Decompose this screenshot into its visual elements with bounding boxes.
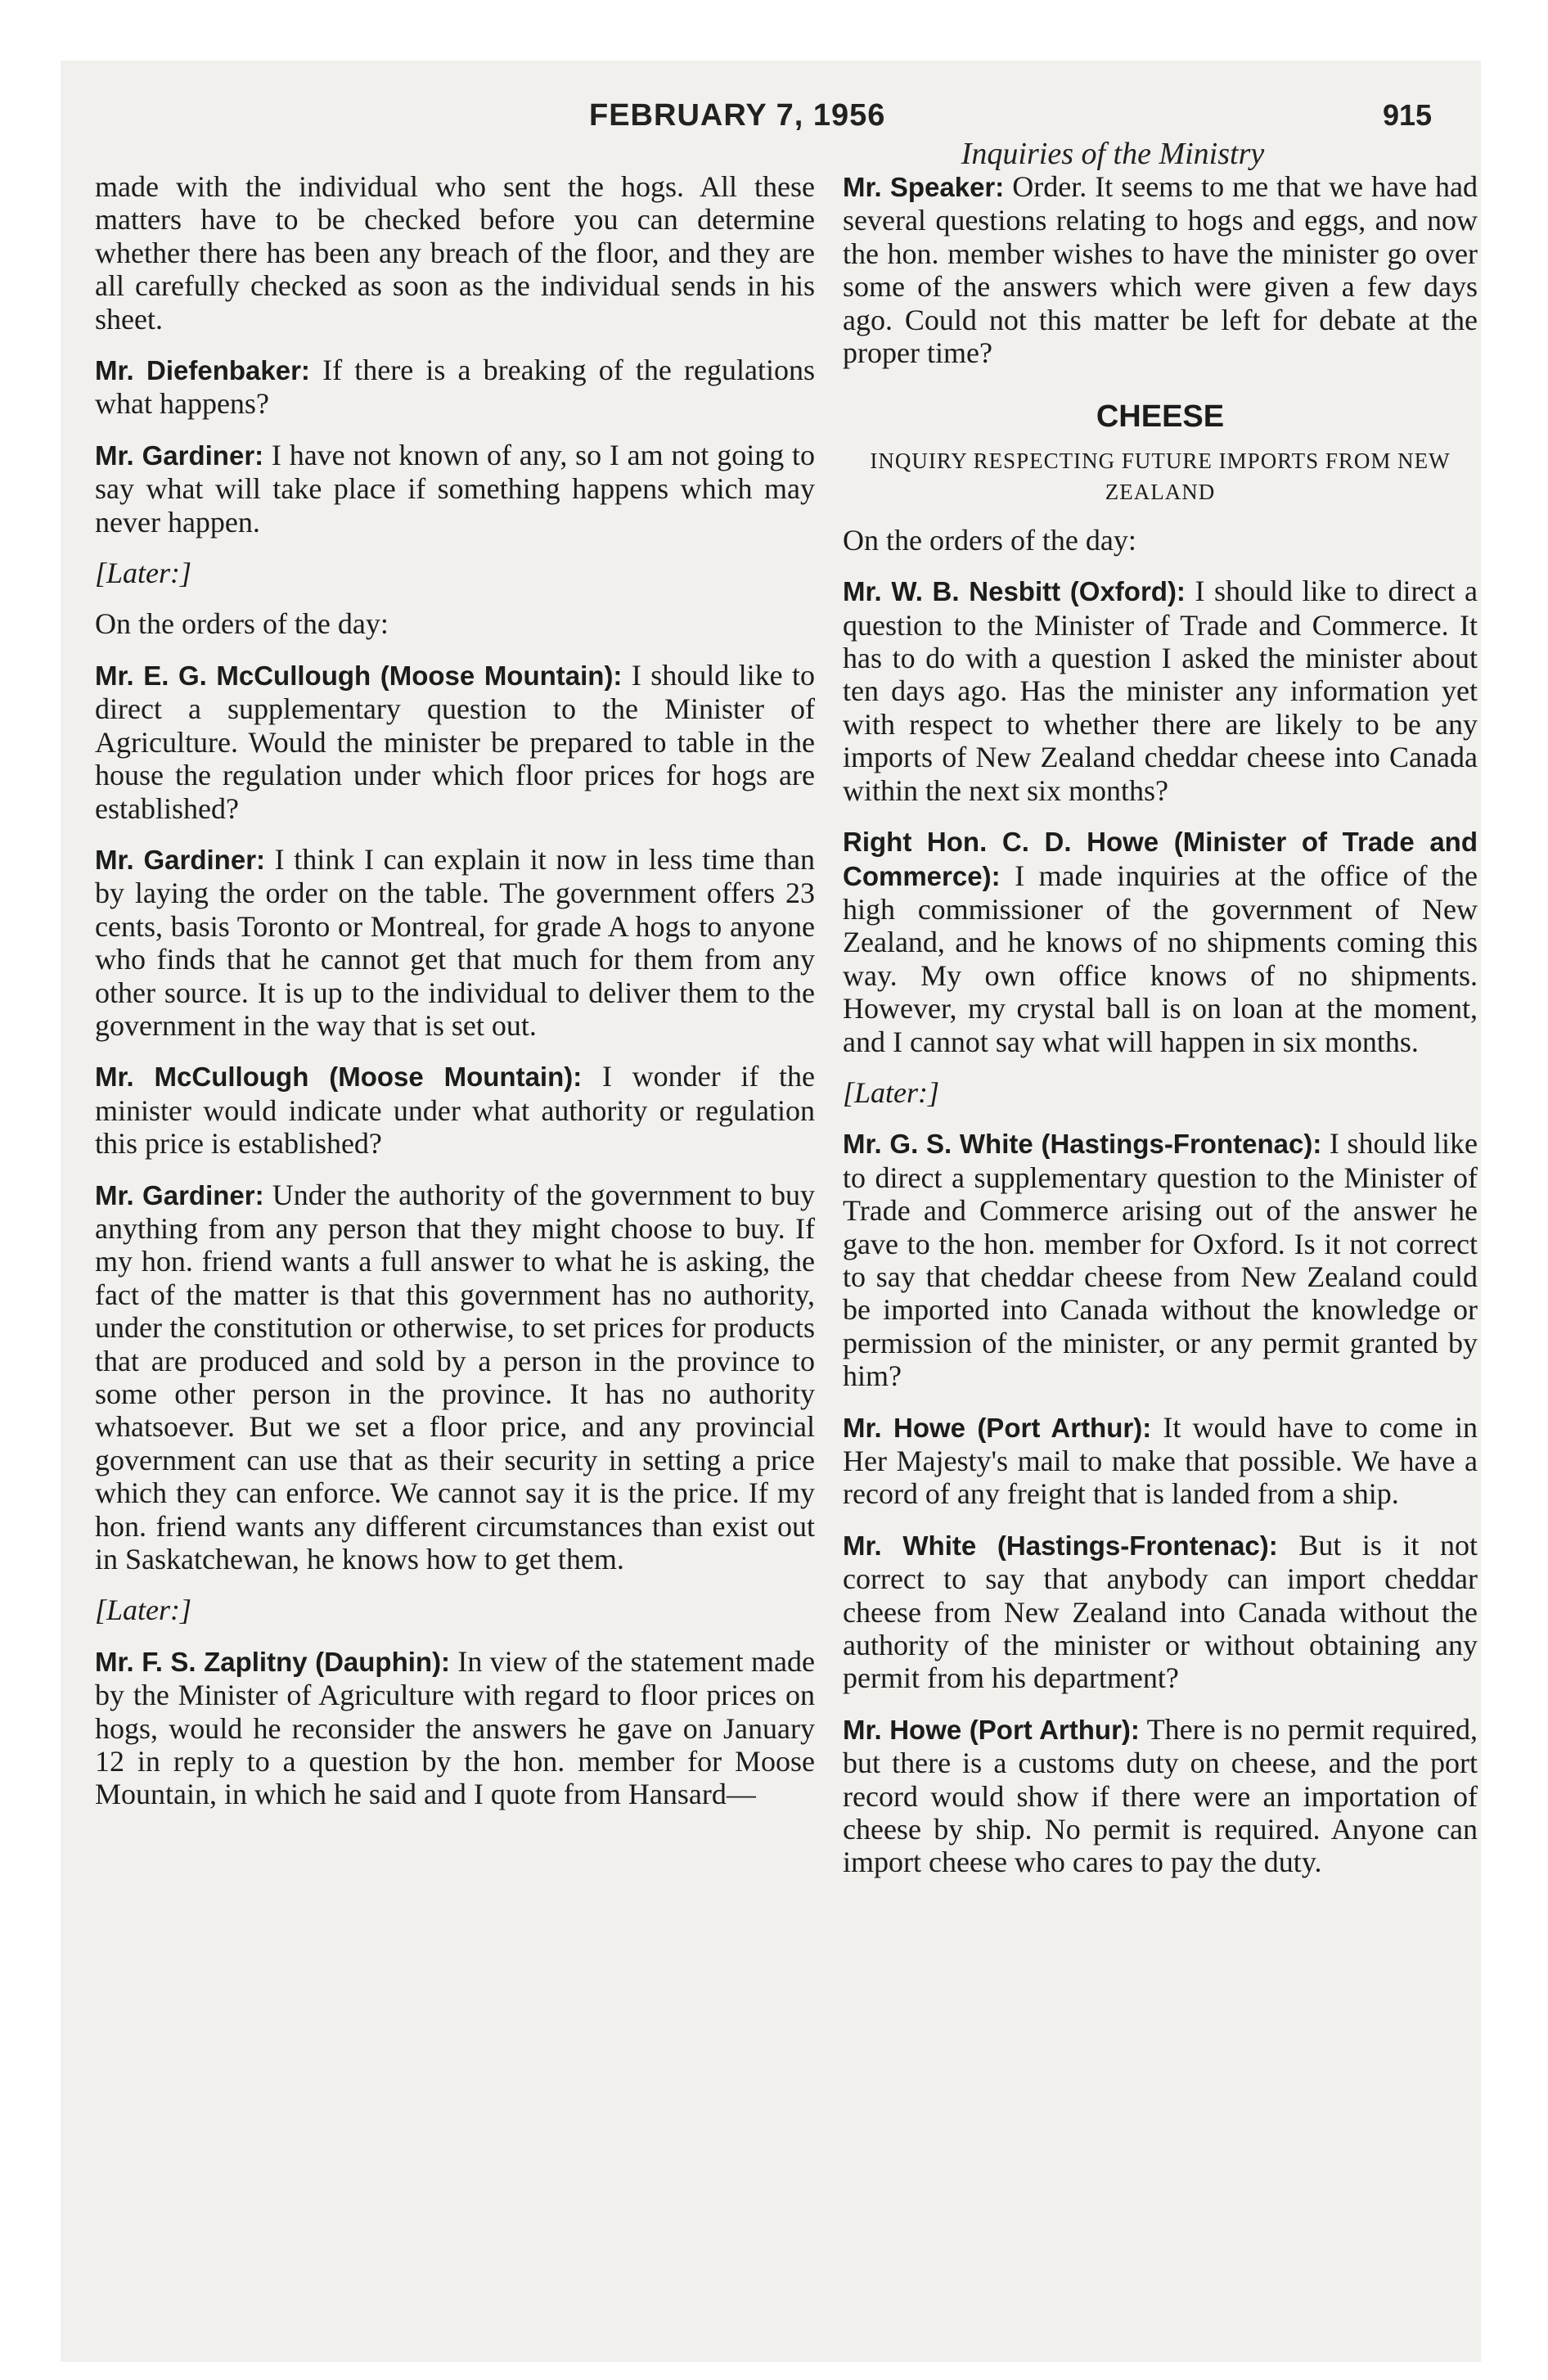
- page-number: 915: [1383, 98, 1433, 132]
- paragraph-text: But is it not correct to say that anybody can import cheddar cheese from New Zealand into Canada without the authority of the minister or without obtaining any permit from his department?: [843, 1528, 1478, 1695]
- section-subheading: INQUIRY RESPECTING FUTURE IMPORTS FROM NEW ZEALAND: [870, 448, 1451, 504]
- orders-of-day: On the orders of the day:: [95, 607, 389, 641]
- later-marker: [Later:]: [95, 557, 192, 590]
- speaker-name: Mr. Gardiner:: [95, 439, 264, 471]
- section-heading: CHEESE: [1096, 399, 1225, 435]
- speaker-name: Mr. Howe (Port Arthur):: [843, 1412, 1152, 1443]
- paragraph-text: If there is a breaking of the regulations what happens?: [95, 354, 816, 421]
- paragraph-text: It would have to come in Her Majesty's mail to make that possible. We have a record of any freight that is landed from a ship.: [843, 1410, 1478, 1511]
- paragraph-text: I think I can explain it now in less time than by laying the order on the table. The government offers 23 cents, basis Toronto or Montreal, for grade A hogs to anyone who finds that he cannot get that much for them from any other source. It is up to the individual to deliver them to the government in the way that is set out.: [95, 842, 815, 1042]
- paragraph-text: I should like to direct a supplementary question to the Minister of Trade and Commerce arising out of the answer he gave to the hon. member for Oxford. Is it not correct to say that cheddar cheese from New Zealand could be imported into Canada without the knowledge or permission of the minister, or any permit granted by him?: [843, 1127, 1478, 1393]
- paragraph: [95, 354, 815, 421]
- paragraph: [95, 659, 815, 825]
- speaker-name: Mr. White (Hastings-Frontenac):: [843, 1530, 1278, 1561]
- speaker-name: Mr. Howe (Port Arthur):: [843, 1714, 1140, 1745]
- paragraph: [95, 170, 815, 336]
- paragraph: [95, 1645, 815, 1811]
- running-head-date: FEBRUARY 7, 1956: [589, 98, 886, 133]
- paragraph: [95, 1179, 815, 1576]
- speaker-name: Mr. McCullough (Moose Mountain):: [95, 1062, 583, 1093]
- right-column: [843, 170, 1478, 1897]
- paragraph: [843, 1127, 1478, 1392]
- paragraph: [843, 1713, 1478, 1879]
- paragraph: [843, 170, 1478, 369]
- paragraph-text: I have not known of any, so I am not going to say what will take place if something happens which may never happen.: [95, 438, 815, 539]
- paragraph-text: There is no permit required, but there is a customs duty on cheese, and the port record would show if there were an importation of cheese by ship. No permit is required. Anyone can import cheese who cares to pay the duty.: [843, 1712, 1478, 1879]
- orders-of-day: On the orders of the day:: [843, 523, 1136, 557]
- speaker-name: Mr. G. S. White (Hastings-Frontenac):: [843, 1129, 1322, 1160]
- paragraph: [843, 1529, 1478, 1695]
- paragraph: [843, 575, 1478, 807]
- speaker-name: Mr. Speaker:: [843, 172, 1005, 202]
- paragraph: [95, 439, 815, 539]
- paragraph: [95, 843, 815, 1042]
- speaker-name: Mr. W. B. Nesbitt (Oxford):: [843, 576, 1186, 607]
- speaker-name: Mr. F. S. Zaplitny (Dauphin):: [95, 1646, 451, 1677]
- paragraph-text: I made inquiries at the office of the high commissioner of the government of New Zealand, and he knows of no shipments coming this way. My own office knows of no shipments. However, my crystal ball is on loan at the moment, and I cannot say what will happen in six months.: [843, 859, 1478, 1058]
- later-marker: [Later:]: [843, 1075, 940, 1109]
- section-label: Inquiries of the Ministry: [961, 137, 1265, 171]
- paragraph-text: In view of the statement made by the Minister of Agriculture with regard to floor prices on hogs, would he reconsider the answers he gave on January 12 in reply to a question by the hon. member for Moose Mountain, in which he said and I quote from Hansard—: [95, 1644, 815, 1811]
- paragraph-text: made with the individual who sent the hogs. All these matters have to be checked before you can determine whether there has been any breach of the floor, and they are all carefully checked as soon as the individual sends in his sheet.: [95, 170, 815, 336]
- later-marker: [Later:]: [95, 1593, 192, 1627]
- speaker-name: Mr. E. G. McCullough (Moose Mountain):: [95, 660, 623, 691]
- paragraph: [843, 1411, 1478, 1511]
- paragraph: [843, 825, 1478, 1058]
- paragraph-text: I should like to direct a supplementary question to the Minister of Agriculture. Would the minister be prepared to table in the house the regulation under which floor prices for hogs are established?: [95, 658, 816, 825]
- speaker-name: Mr. Gardiner:: [95, 1179, 264, 1210]
- paragraph-text: Under the authority of the government to buy anything from any person that they might choose to buy. If my hon. friend wants a full answer to what he is asking, the fact of the matter is that this government has no authority, under the constitution or otherwise, to set prices for products that are produced and sold by a person in the province to some other person in the province. It has no authority whatsoever. But we set a floor price, and any provincial government can use that as their security in setting a price which they can enforce. We cannot say it is the price. If my hon. friend wants any different circumstances than exist out in Saskatchewan, he knows how to get them.: [95, 1178, 815, 1576]
- left-column: [95, 170, 815, 1829]
- speaker-name: Mr. Gardiner:: [95, 844, 266, 875]
- speaker-name: Mr. Diefenbaker:: [95, 355, 310, 386]
- paragraph-text: I wonder if the minister would indicate under what authority or regulation this price is established?: [95, 1060, 815, 1161]
- speaker-name: Right Hon. C. D. Howe (Minister of Trade and Commerce):: [843, 827, 1478, 891]
- paragraph-text: I should like to direct a question to the Minister of Trade and Commerce. It has to do with a question I asked the minister about ten days ago. Has the minister any information yet with respect to whether there are likely to be any imports of New Zealand cheddar cheese into Canada within the next six months?: [843, 575, 1478, 807]
- paragraph: [95, 1060, 815, 1160]
- paragraph-text: Order. It seems to me that we have had several questions relating to hogs and eggs, and now the hon. member wishes to have the minister go over some of the answers which were given a few days ago. Could not this matter be left for debate at the proper time?: [843, 170, 1478, 370]
